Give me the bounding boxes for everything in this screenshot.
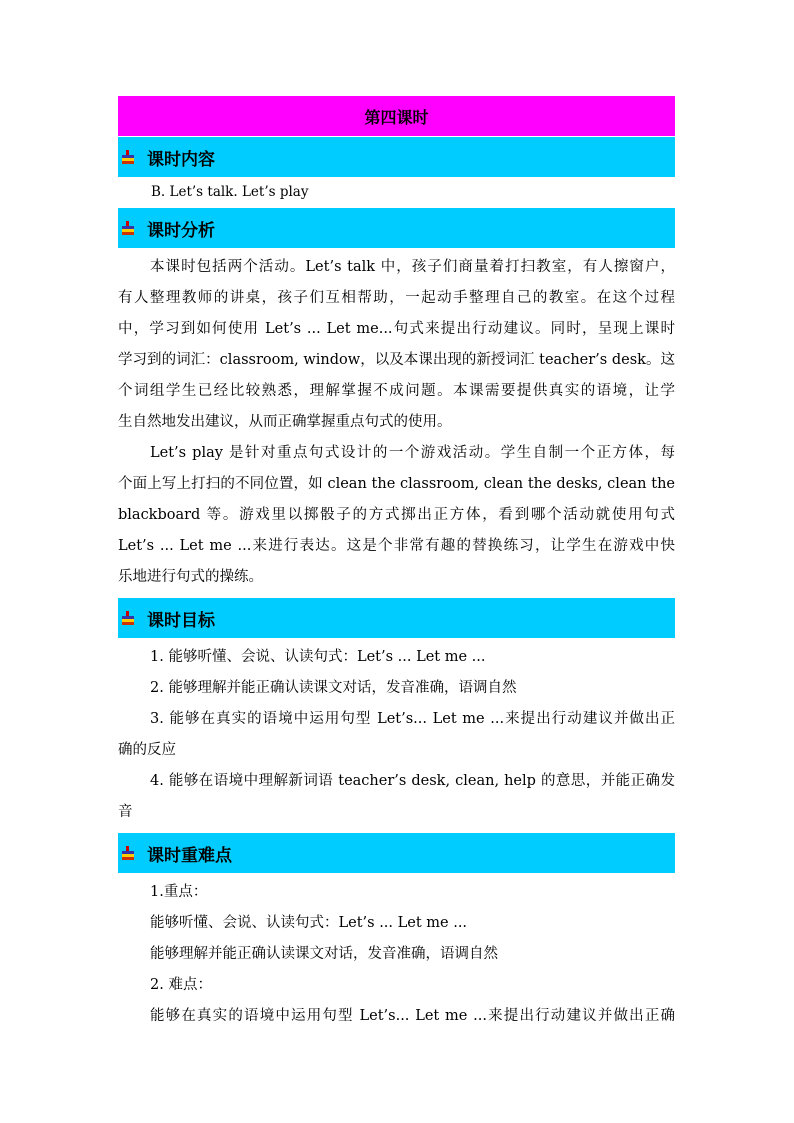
book-stack-icon [121,611,135,625]
section-heading: 课时内容 [147,149,215,170]
section-heading: 课时分析 [147,220,215,241]
section-header-keypoints [118,832,675,873]
paragraph-line: 学习到的词汇：classroom, window，以及本课出现的新授词汇 teacher’s desk。这 [118,352,675,368]
paragraph-line: Let’s ... Let me ...来进行表达。这是个非常有趣的替换练习，让学生在游戏中快 [118,538,675,554]
section-heading: 课时重难点 [147,845,232,866]
keypoint-line: 能够理解并能正确认读课文对话，发音准确，语调自然 [150,946,498,962]
section-header-content [118,136,675,177]
paragraph-line: 中，学习到如何使用 Let’s ... Let me...句式来提出行动建议。同时，呈现上课时 [118,321,675,337]
goal-item: 4. 能够在语境中理解新词语 teacher’s desk, clean, help 的意思，并能正确发 [150,773,675,789]
keypoints-body [118,873,675,1036]
paragraph-line: Let’s play 是针对重点句式设计的一个游戏活动。学生自制一个正方体，每 [150,445,675,461]
keypoint-line: 能够在真实的语境中运用句型 Let’s... Let me ...来提出行动建议并做出正确 [150,1008,675,1024]
page-title: 第四课时 [118,96,675,136]
paragraph-line: 生自然地发出建议，从而正确掌握重点句式的使用。 [118,414,452,430]
goal-item: 确的反应 [118,742,176,758]
content-text: B. Let’s talk. Let’s play [151,184,309,200]
document [118,96,675,1036]
section-header-analysis [118,207,675,248]
goals-body [118,638,675,832]
analysis-body [118,248,675,597]
paragraph-line: 个面上写上打扫的不同位置，如 clean the classroom, clean the desks, clean the [118,476,675,492]
paragraph-line: 本课时包括两个活动。Let’s talk 中，孩子们商量着打扫教室，有人擦窗户， [150,259,675,275]
keypoint-line: 2. 难点： [150,977,212,993]
goal-item: 2. 能够理解并能正确认读课文对话，发音准确，语调自然 [150,680,517,696]
book-stack-icon [121,150,135,164]
goal-item: 3. 能够在真实的语境中运用句型 Let’s... Let me ...来提出行动建议并做出正 [150,711,675,727]
paragraph-line: 个词组学生已经比较熟悉，理解掌握不成问题。本课需要提供真实的语境，让学 [118,383,675,399]
section-header-goals [118,597,675,638]
keypoint-line: 能够听懂、会说、认读句式：Let’s ... Let me ... [150,915,468,931]
paragraph-line: 乐地进行句式的操练。 [118,569,263,585]
paragraph-line: 有人整理教师的讲桌，孩子们互相帮助，一起动手整理自己的教室。在这个过程 [118,290,675,306]
goal-item: 1. 能够听懂、会说、认读句式：Let’s ... Let me ... [150,649,486,665]
section-heading: 课时目标 [147,610,215,631]
paragraph-line: blackboard 等。游戏里以掷骰子的方式掷出正方体，看到哪个活动就使用句式 [118,507,675,523]
keypoint-line: 1.重点： [150,884,208,900]
book-stack-icon [121,846,135,860]
book-stack-icon [121,221,135,235]
goal-item: 音 [118,804,133,820]
